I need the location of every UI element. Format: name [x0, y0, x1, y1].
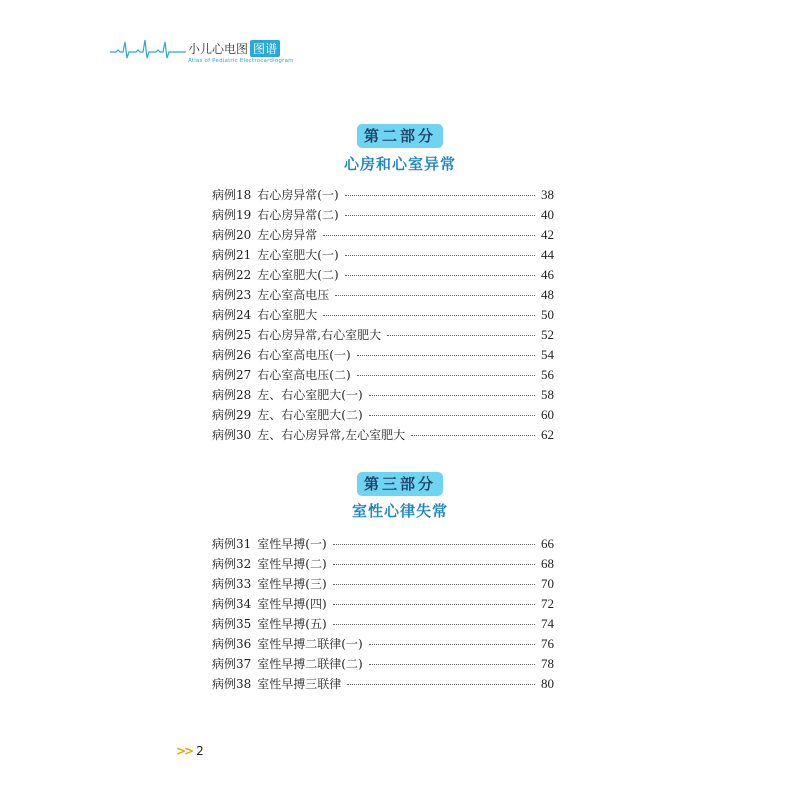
toc-page-number: 46	[541, 267, 554, 282]
toc-entry[interactable]	[212, 535, 554, 555]
page-footer	[176, 744, 204, 758]
toc-page-number: 54	[541, 347, 554, 362]
toc-entry[interactable]	[212, 635, 554, 655]
toc-case-number: 病例26	[212, 348, 252, 362]
toc-entry-title: 室性早搏(四)	[257, 597, 327, 611]
toc-case-number: 病例36	[212, 637, 252, 651]
toc-entry-title: 室性早搏(一)	[257, 537, 327, 551]
toc-entry[interactable]	[212, 186, 554, 206]
book-title	[188, 40, 280, 57]
toc-entry-title: 右心房异常,右心室肥大	[257, 328, 382, 342]
toc-entry[interactable]	[212, 675, 554, 695]
toc-case-number: 病例30	[212, 428, 252, 442]
toc-case-number: 病例18	[212, 188, 252, 202]
dot-leader	[357, 355, 535, 356]
dot-leader	[369, 664, 535, 665]
toc-case-number: 病例33	[212, 577, 252, 591]
part-three-badge: 第三部分	[357, 472, 443, 496]
dot-leader	[345, 255, 535, 256]
toc-page-number: 60	[541, 407, 554, 422]
toc-entry-title: 室性早搏二联律(一)	[257, 637, 363, 651]
toc-case-number: 病例38	[212, 677, 252, 691]
part-three-title: 室性心律失常	[351, 502, 448, 520]
part-two-badge: 第二部分	[357, 124, 443, 148]
dot-leader	[345, 215, 535, 216]
toc-page-number: 70	[541, 576, 554, 591]
dot-leader	[369, 415, 535, 416]
toc-entry-title: 左、右心室肥大(一)	[257, 388, 363, 402]
dot-leader	[347, 684, 535, 685]
toc-entry[interactable]	[212, 306, 554, 326]
toc-page-number: 58	[541, 387, 554, 402]
toc-entry[interactable]	[212, 406, 554, 426]
dot-leader	[333, 564, 535, 565]
dot-leader	[335, 295, 535, 296]
toc-case-number: 病例19	[212, 208, 252, 222]
toc-entry[interactable]	[212, 206, 554, 226]
toc-case-number: 病例22	[212, 268, 252, 282]
part-three-toc	[212, 535, 554, 695]
toc-case-number: 病例29	[212, 408, 252, 422]
dot-leader	[345, 195, 535, 196]
toc-entry-title: 室性早搏(五)	[257, 617, 327, 631]
toc-page-number: 44	[541, 247, 554, 262]
toc-case-number: 病例24	[212, 308, 252, 322]
toc-page-number: 68	[541, 556, 554, 571]
toc-entry-title: 右心房异常(二)	[257, 208, 339, 222]
dot-leader	[387, 335, 535, 336]
toc-page-number: 62	[541, 427, 554, 442]
dot-leader	[333, 544, 535, 545]
toc-entry-title: 左心室高电压	[257, 288, 330, 302]
chevron-right-icon: >>	[176, 744, 193, 758]
toc-entry-title: 左心房异常	[257, 228, 318, 242]
toc-entry[interactable]	[212, 286, 554, 306]
toc-entry-title: 室性早搏二联律(二)	[257, 657, 363, 671]
toc-entry[interactable]	[212, 555, 554, 575]
toc-page-number: 50	[541, 307, 554, 322]
book-title-main: 小儿心电图	[188, 42, 249, 56]
toc-page-number: 78	[541, 656, 554, 671]
dot-leader	[369, 644, 535, 645]
toc-page-number: 52	[541, 327, 554, 342]
toc-entry[interactable]	[212, 346, 554, 366]
toc-entry[interactable]	[212, 226, 554, 246]
toc-entry-title: 室性早搏(三)	[257, 577, 327, 591]
toc-page-number: 48	[541, 287, 554, 302]
toc-page-number: 74	[541, 616, 554, 631]
toc-page-number: 66	[541, 536, 554, 551]
toc-entry-title: 左心室肥大(二)	[257, 268, 339, 282]
toc-case-number: 病例27	[212, 368, 252, 382]
toc-page-number: 40	[541, 207, 554, 222]
toc-case-number: 病例20	[212, 228, 252, 242]
toc-entry-title: 左、右心室肥大(二)	[257, 408, 363, 422]
dot-leader	[345, 275, 535, 276]
dot-leader	[323, 235, 535, 236]
running-header	[110, 38, 294, 72]
dot-leader	[333, 604, 535, 605]
toc-entry[interactable]	[212, 266, 554, 286]
part-two-toc	[212, 186, 554, 446]
toc-page-number: 56	[541, 367, 554, 382]
toc-case-number: 病例31	[212, 537, 252, 551]
toc-page-number: 76	[541, 636, 554, 651]
toc-case-number: 病例25	[212, 328, 252, 342]
toc-case-number: 病例23	[212, 288, 252, 302]
toc-entry-title: 室性早搏(二)	[257, 557, 327, 571]
toc-entry-title: 右心房异常(一)	[257, 188, 339, 202]
book-subtitle-en: Atlas of Pediatric Electrocardiogram	[188, 58, 294, 64]
page-number: 2	[196, 744, 204, 758]
toc-case-number: 病例28	[212, 388, 252, 402]
dot-leader	[369, 395, 535, 396]
toc-page-number: 42	[541, 227, 554, 242]
toc-entry[interactable]	[212, 246, 554, 266]
toc-case-number: 病例21	[212, 248, 252, 262]
book-title-highlight: 图谱	[250, 40, 280, 57]
toc-entry[interactable]	[212, 615, 554, 635]
toc-case-number: 病例37	[212, 657, 252, 671]
toc-entry-title: 右心室肥大	[257, 308, 318, 322]
toc-case-number: 病例32	[212, 557, 252, 571]
toc-entry[interactable]	[212, 426, 554, 446]
dot-leader	[323, 315, 535, 316]
part-two-title: 心房和心室异常	[343, 155, 456, 173]
dot-leader	[333, 624, 535, 625]
dot-leader	[333, 584, 535, 585]
toc-entry-title: 左、右心房异常,左心室肥大	[257, 428, 406, 442]
toc-entry-title: 右心室高电压(二)	[257, 368, 351, 382]
toc-entry-title: 室性早搏三联律	[257, 677, 342, 691]
toc-entry[interactable]	[212, 575, 554, 595]
toc-entry[interactable]	[212, 326, 554, 346]
toc-page-number: 38	[541, 187, 554, 202]
dot-leader	[357, 375, 535, 376]
dot-leader	[411, 435, 535, 436]
toc-entry[interactable]	[212, 386, 554, 406]
toc-entry[interactable]	[212, 366, 554, 386]
toc-entry[interactable]	[212, 595, 554, 615]
toc-page-number: 80	[541, 676, 554, 691]
toc-entry-title: 左心室肥大(一)	[257, 248, 339, 262]
toc-entry[interactable]	[212, 655, 554, 675]
ecg-waveform-icon	[110, 38, 186, 60]
toc-case-number: 病例35	[212, 617, 252, 631]
toc-page-number: 72	[541, 596, 554, 611]
toc-entry-title: 右心室高电压(一)	[257, 348, 351, 362]
toc-case-number: 病例34	[212, 597, 252, 611]
